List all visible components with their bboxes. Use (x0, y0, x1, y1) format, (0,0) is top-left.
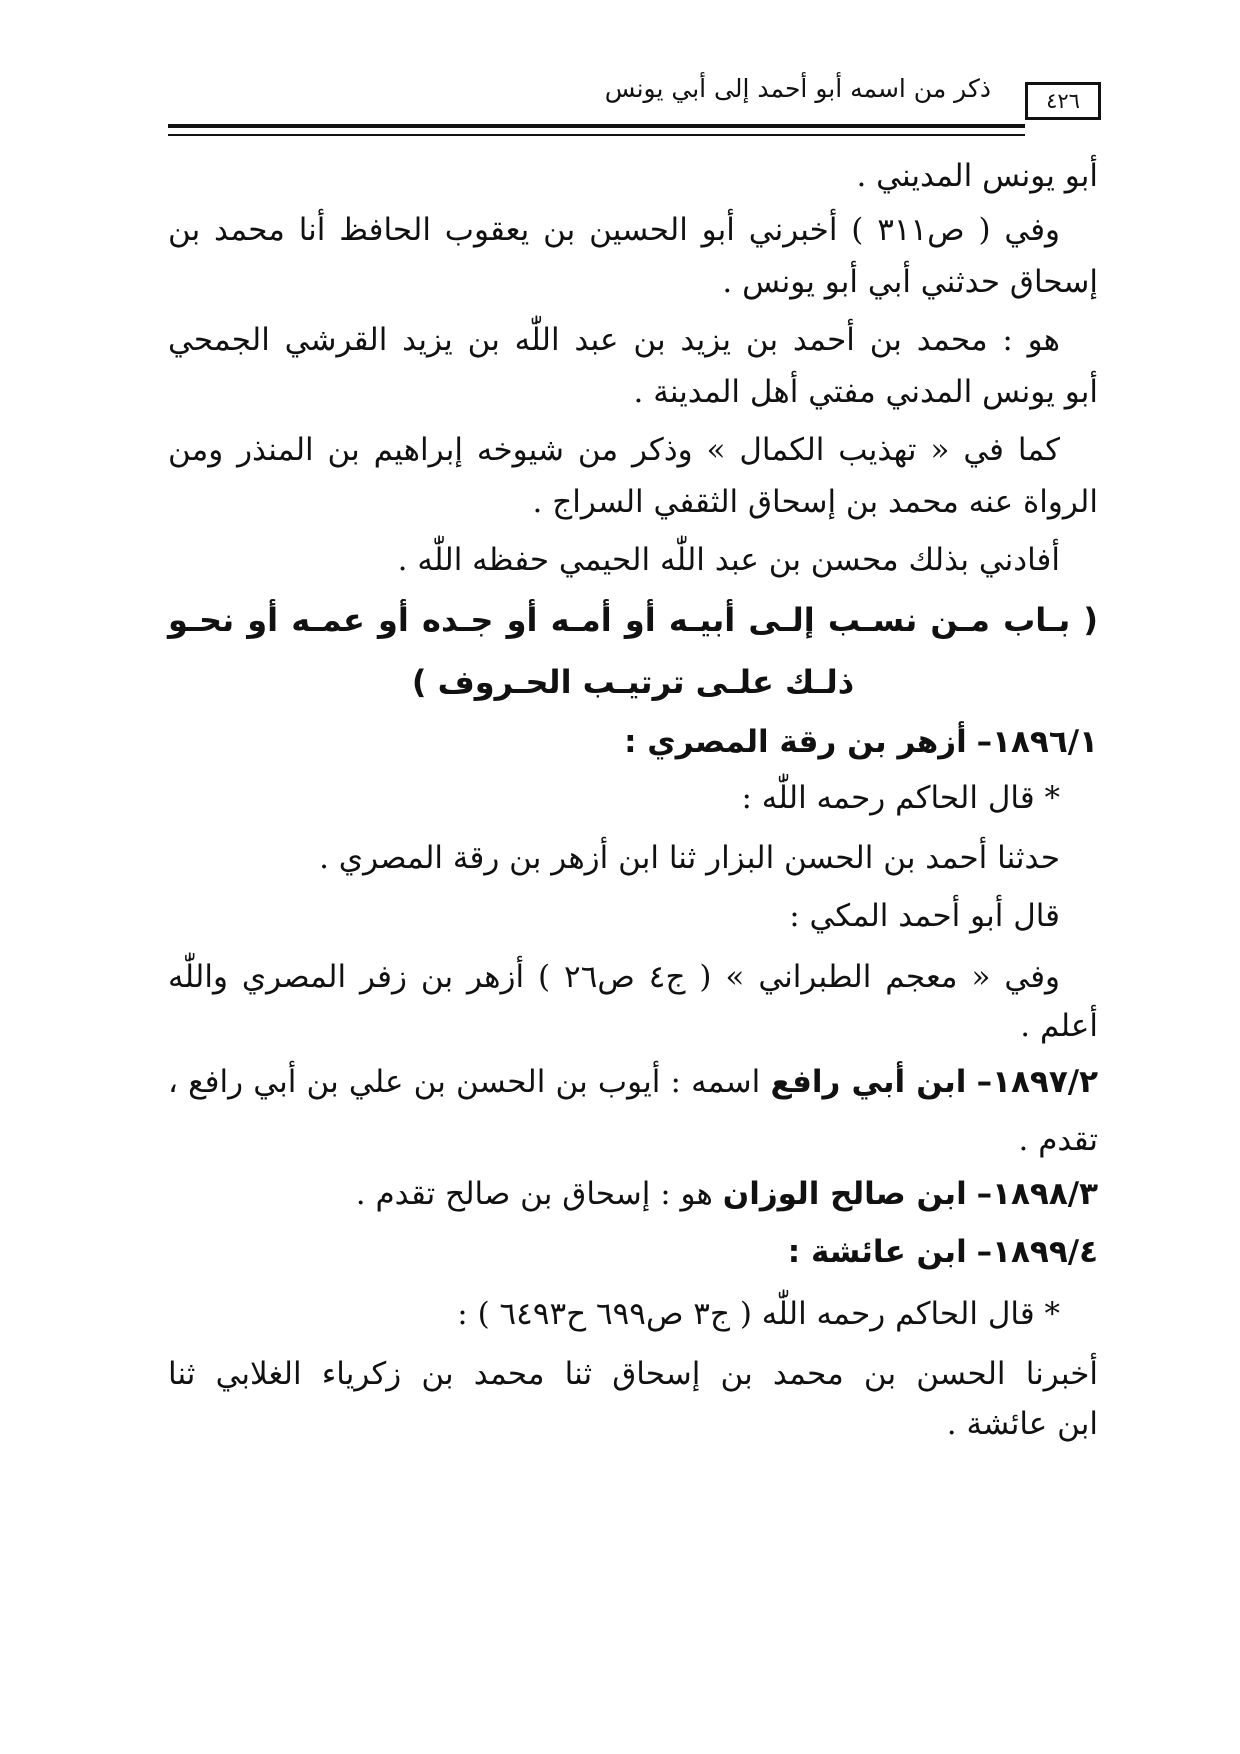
text-line: إسحاق حدثني أبي أبو يونس . (722, 264, 1098, 300)
entry-name: ابن عائشة : (787, 1234, 967, 1270)
page-body (168, 0, 1098, 1754)
text-line: أبو يونس المدني مفتي أهل المدينة . (633, 374, 1098, 410)
text-line: أخبرنا الحسن بن محمد بن إسحاق ثنا محمد بن زكرياء الغلابي ثنا (168, 1356, 1098, 1392)
text-line: أفادني بذلك محسن بن عبد اللّٰه الحيمي حفظه اللّٰه . (397, 542, 1060, 578)
text-line: * قال الحاكم رحمه اللّٰه : (741, 780, 1060, 816)
entry-1899 (168, 1230, 1098, 1274)
entry-text: اسمه : أيوب بن الحسن بن علي بن أبي رافع ، (168, 1064, 761, 1100)
text-line: الرواة عنه محمد بن إسحاق الثقفي السراج . (532, 484, 1098, 520)
text-line: هو : محمد بن أحمد بن يزيد بن عبد اللّٰه بن يزيد القرشي الجمحي (168, 322, 1060, 358)
text-line: أبو يونس المديني . (856, 158, 1098, 194)
section-heading-line: ذلـك علـى ترتيـب الحـروف ) (411, 663, 855, 701)
entry-text: هو : إسحاق بن صالح تقدم . (355, 1176, 713, 1212)
entry-number: ١٨٩٦/١– (976, 724, 1098, 760)
entry-name: ابن صالح الوزان (722, 1176, 967, 1212)
entry-name: أزهر بن رقة المصري : (624, 724, 967, 760)
section-heading-line: ( بـاب مـن نسـب إلـى أبيـه أو أمـه أو جـده أو عمـه أو نحـو (168, 601, 1098, 639)
text-line: قال أبو أحمد المكي : (789, 898, 1060, 934)
text-line: حدثنا أحمد بن الحسن البزار ثنا ابن أزهر بن رقة المصري . (319, 840, 1060, 876)
text-line: ابن عائشة . (946, 1406, 1098, 1442)
running-title: ذكر من اسمه أبو أحمد إلى أبي يونس (604, 74, 991, 103)
text-line: وفي « معجم الطبراني » ( ج٤ ص٢٦ ) أزهر بن زفر المصري واللّٰه (168, 959, 1060, 995)
page-number: ٤٢٦ (1025, 82, 1101, 120)
entry-number: ١٨٩٧/٢– (976, 1064, 1098, 1100)
text-line: أعلم . (1020, 1008, 1098, 1044)
entry-1896 (168, 720, 1098, 764)
entry-1897 (168, 1060, 1098, 1104)
entry-number: ١٨٩٨/٣– (976, 1176, 1098, 1212)
entry-number: ١٨٩٩/٤– (976, 1234, 1098, 1270)
entry-name: ابن أبي رافع (770, 1064, 967, 1100)
text-line: تقدم . (1018, 1122, 1098, 1158)
entry-1898 (168, 1172, 1098, 1216)
text-line: وفي ( ص٣١١ ) أخبرني أبو الحسين بن يعقوب الحافظ أنا محمد بن (168, 212, 1060, 248)
text-line: كما في « تهذيب الكمال » وذكر من شيوخه إبراهيم بن المنذر ومن (168, 432, 1060, 468)
text-line: * قال الحاكم رحمه اللّٰه ( ج٣ ص٦٩٩ ح٦٤٩٣ ) : (457, 1296, 1060, 1332)
